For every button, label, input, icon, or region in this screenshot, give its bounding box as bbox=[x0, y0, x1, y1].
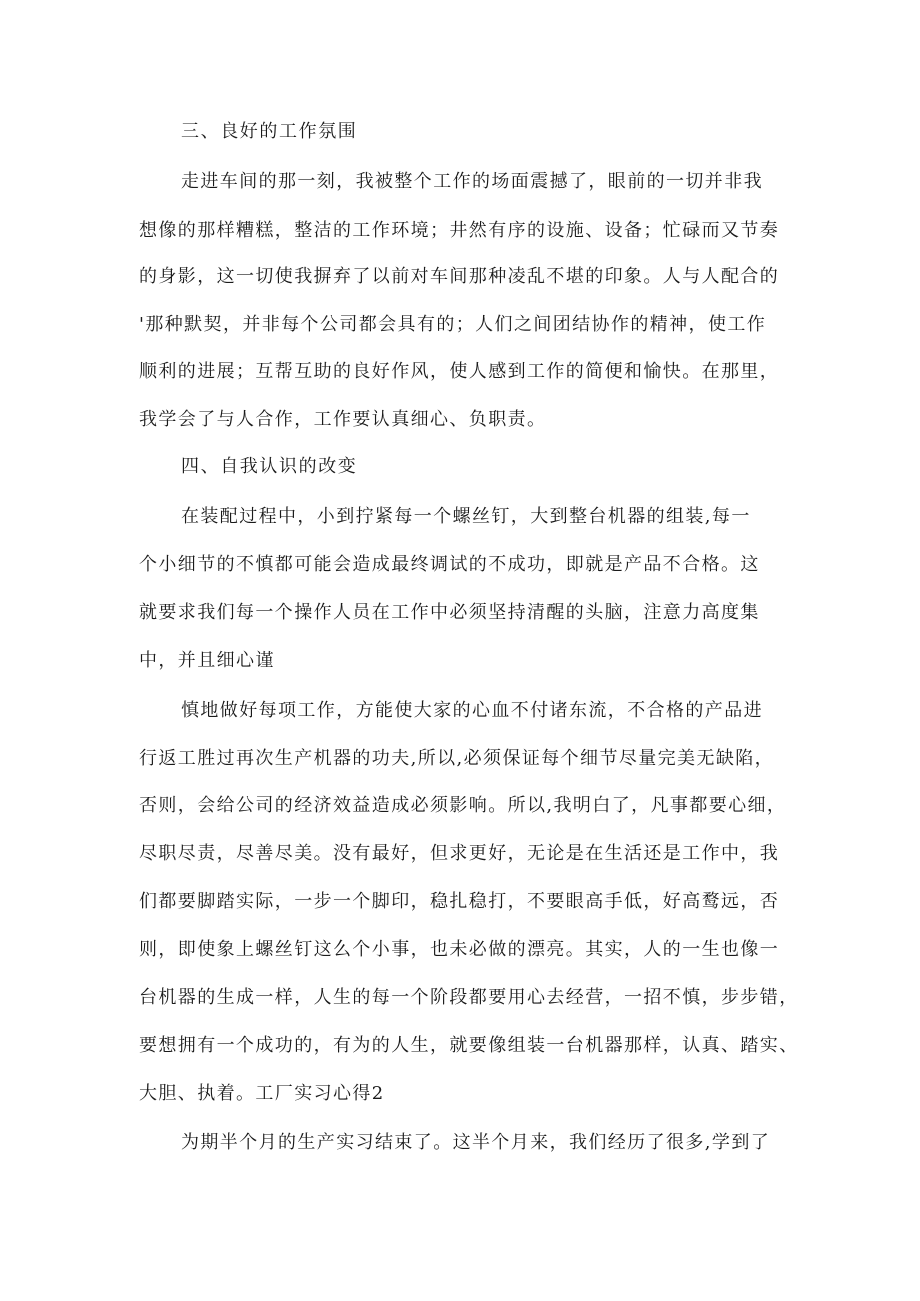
paragraph-line: 们都要脚踏实际，一步一个脚印，稳扎稳打，不要眼高手低，好高鹜远，否 bbox=[139, 891, 780, 912]
paragraph-line: 否则，会给公司的经济效益造成必须影响。所以,我明白了，凡事都要心细， bbox=[139, 795, 787, 816]
paragraph-line: 走进车间的那一刻，我被整个工作的场面震撼了，眼前的一切并非我 bbox=[181, 171, 763, 192]
section-heading-4: 四、自我认识的改变 bbox=[181, 456, 358, 477]
paragraph-line: 慎地做好每项工作，方能使大家的心血不付诸东流，不合格的产品进 bbox=[181, 700, 763, 721]
section-heading-3: 三、良好的工作氛围 bbox=[181, 121, 358, 142]
paragraph-line: 行返工胜过再次生产机器的功夫,所以,必须保证每个细节尽量完美无缺陷， bbox=[139, 748, 775, 769]
paragraph-line: 尽职尽责，尽善尽美。没有最好，但求更好，无论是在生活还是工作中，我 bbox=[139, 843, 780, 864]
paragraph-line: 中，并且细心谨 bbox=[139, 650, 275, 671]
paragraph-line: 想像的那样糟糕，整洁的工作环境；井然有序的设施、设备；忙碌而又节奏 bbox=[139, 220, 780, 241]
paragraph-line: 为期半个月的生产实习结束了。这半个月来，我们经历了很多,学到了 bbox=[181, 1132, 771, 1153]
paragraph-line: 要想拥有一个成功的，有为的人生，就要像组装一台机器那样，认真、踏实、 bbox=[139, 1035, 799, 1056]
paragraph-line: 就要求我们每一个操作人员在工作中必须坚持清醒的头脑，注意力高度集 bbox=[139, 602, 760, 623]
paragraph-line: '那种默契，并非每个公司都会具有的；人们之间团结协作的精神，使工作 bbox=[139, 314, 767, 335]
paragraph-line: 大胆、执着。工厂实习心得2 bbox=[139, 1083, 385, 1104]
paragraph-line: 在装配过程中，小到拧紧每一个螺丝钉，大到整台机器的组装,每一 bbox=[181, 506, 751, 527]
paragraph-line: 台机器的生成一样，人生的每一个阶段都要用心去经营，一招不慎，步步错， bbox=[139, 987, 799, 1008]
paragraph-line: 顺利的进展；互帮互助的良好作风，使人感到工作的简便和愉快。在那里， bbox=[139, 361, 780, 382]
paragraph-line: 我学会了与人合作，工作要认真细心、负职责。 bbox=[139, 409, 547, 430]
paragraph-line: 则，即使象上螺丝钉这么个小事，也未必做的漂亮。其实，人的一生也像一 bbox=[139, 939, 780, 960]
paragraph-line: 的身影，这一切使我摒弃了以前对车间那种凌乱不堪的印象。人与人配合的 bbox=[139, 266, 780, 287]
paragraph-line: 个小细节的不慎都可能会造成最终调试的不成功，即就是产品不合格。这 bbox=[139, 554, 760, 575]
